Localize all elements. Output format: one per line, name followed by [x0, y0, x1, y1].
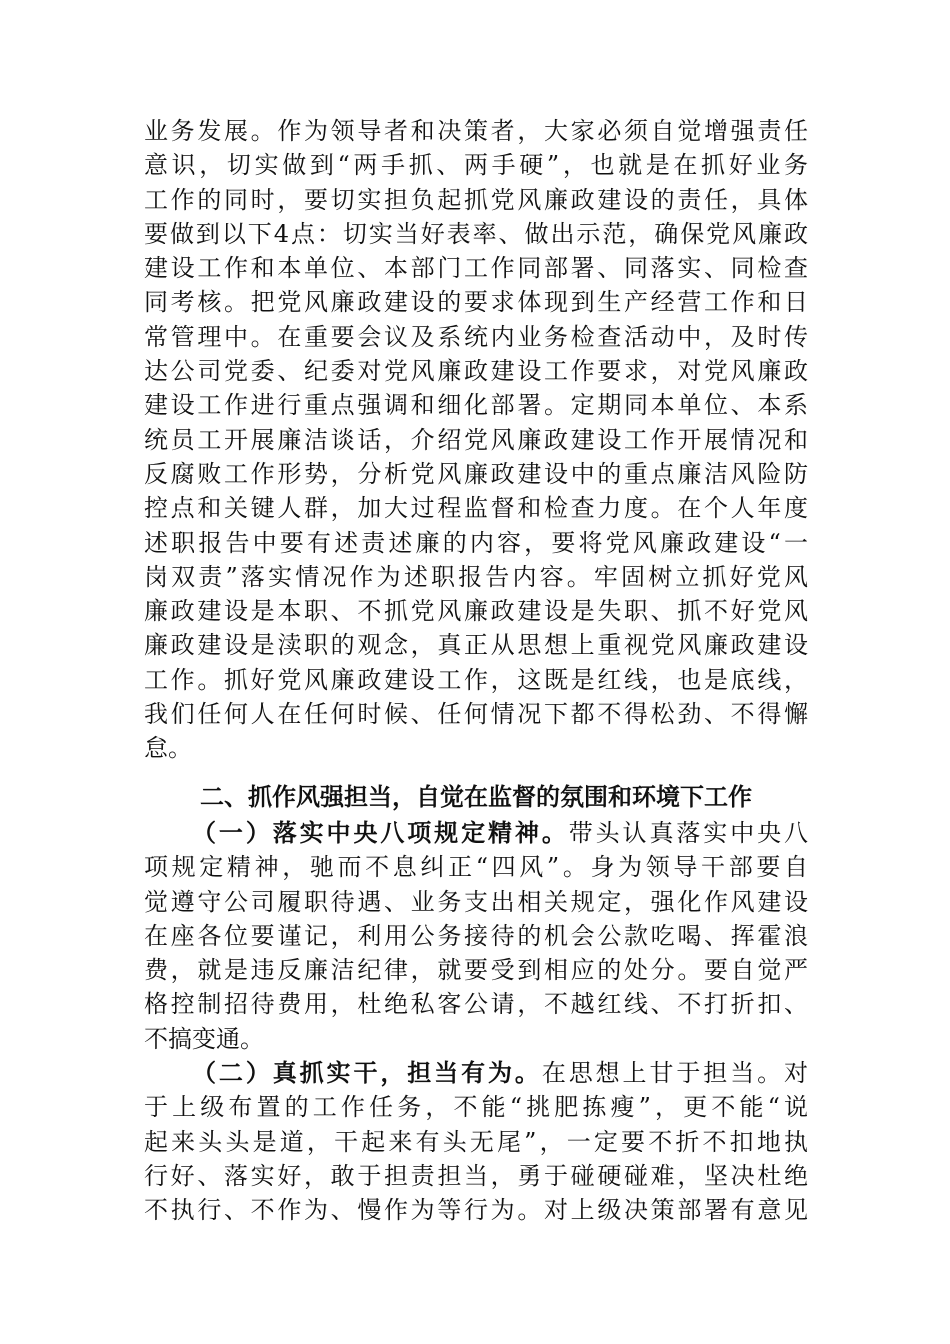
text-line: 述职报告中要有述责述廉的内容，要将党风廉政建设“一 — [144, 528, 808, 557]
text-line: 廉政建设是渎职的观念，真正从思想上重视党风廉政建设 — [144, 631, 808, 660]
text-line: 怠。 — [144, 734, 192, 763]
subsection-2 — [144, 1056, 808, 1227]
subsection-2-first-line — [144, 1056, 808, 1090]
text-line: 项规定精神，驰而不息纠正“四风”。身为领导干部要自 — [144, 853, 808, 882]
text-line: 常管理中。在重要会议及系统内业务检查活动中，及时传 — [144, 322, 808, 351]
text-line: 在座各位要谨记，利用公务接待的机会公款吃喝、挥霍浪 — [144, 921, 808, 950]
text-line: 行好、落实好，敢于担责担当，勇于碰硬碰难，坚决杜绝 — [144, 1161, 808, 1190]
text-line: 要做到以下4点：切实当好表率、做出示范，确保党风廉政 — [144, 219, 808, 248]
section-heading-2: 二、抓作风强担当，自觉在监督的氛围和环境下工作 — [200, 783, 752, 811]
text-line: 格控制招待费用，杜绝私客公请，不越红线、不打折扣、 — [144, 990, 808, 1019]
subsection-2-first-rest: 在思想上甘于担当。对 — [541, 1059, 809, 1087]
paragraph-1 — [144, 114, 808, 766]
text-line: 廉政建设是本职、不抓党风廉政建设是失职、抓不好党风 — [144, 597, 808, 626]
text-line: 控点和关键人群，加大过程监督和检查力度。在个人年度 — [144, 494, 808, 523]
text-line: 反腐败工作形势，分析党风廉政建设中的重点廉洁风险防 — [144, 459, 808, 488]
text-line: 意识，切实做到“两手抓、两手硬”，也就是在抓好业务 — [144, 151, 808, 180]
text-line: 建设工作进行重点强调和细化部署。定期同本单位、本系 — [144, 391, 808, 420]
text-line: 同考核。把党风廉政建设的要求体现到生产经营工作和日 — [144, 288, 808, 317]
subsection-2-title: （二）真抓实干，担当有为。 — [192, 1059, 542, 1087]
text-line: 费，就是违反廉洁纪律，就要受到相应的处分。要自觉严 — [144, 956, 808, 985]
text-line: 觉遵守公司履职待遇、业务支出相关规定，强化作风建设 — [144, 887, 808, 916]
text-line: 统员工开展廉洁谈话，介绍党风廉政建设工作开展情况和 — [144, 425, 808, 454]
text-line: 建设工作和本单位、本部门工作同部署、同落实、同检查 — [144, 254, 808, 283]
text-line: 我们任何人在任何时候、任何情况下都不得松劲、不得懈 — [144, 700, 808, 729]
text-line: 不执行、不作为、慢作为等行为。对上级决策部署有意见 — [144, 1196, 808, 1225]
text-line: 工作的同时，要切实担负起抓党风廉政建设的责任，具体 — [144, 185, 808, 214]
text-line: 于上级布置的工作任务，不能“挑肥拣瘦”，更不能“说 — [144, 1093, 808, 1122]
text-line: 工作。抓好党风廉政建设工作，这既是红线，也是底线， — [144, 665, 808, 694]
text-line: 业务发展。作为领导者和决策者，大家必须自觉增强责任 — [144, 117, 808, 145]
subsection-1-first-rest: 带头认真落实中央八 — [568, 819, 809, 847]
subsection-1 — [144, 816, 808, 1056]
text-line: 不搞变通。 — [144, 1024, 264, 1053]
subsection-1-first-line — [144, 816, 808, 850]
text-line: 达公司党委、纪委对党风廉政建设工作要求，对党风廉政 — [144, 357, 808, 386]
text-line: 起来头头是道，干起来有头无尾”，一定要不折不扣地执 — [144, 1127, 808, 1156]
text-line: 岗双责”落实情况作为述职报告内容。牢固树立抓好党风 — [144, 562, 808, 591]
subsection-1-title: （一）落实中央八项规定精神。 — [192, 819, 569, 847]
